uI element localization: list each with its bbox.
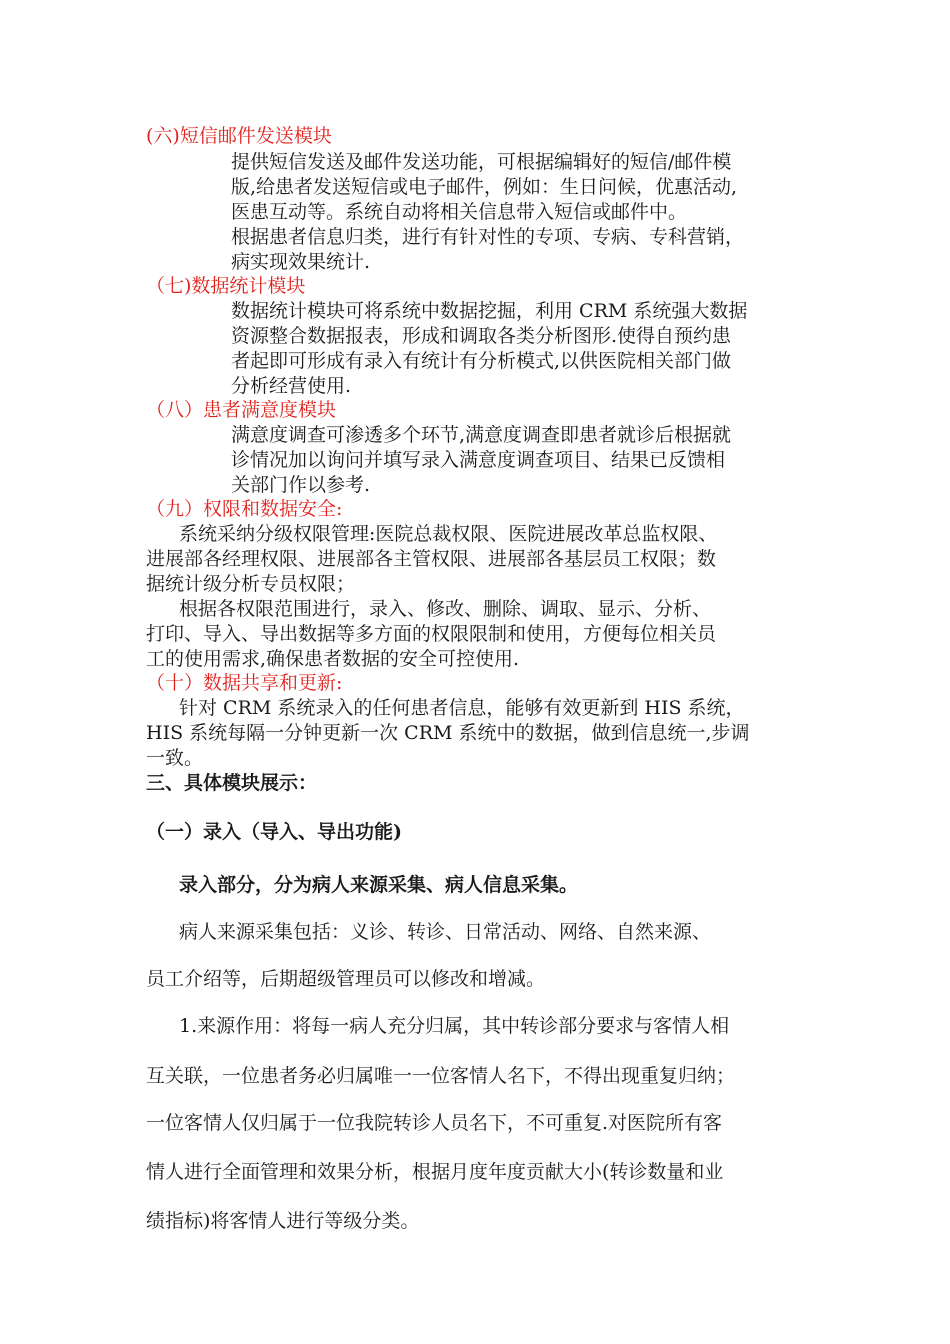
- section-heading-satisfaction: （八）患者满意度模块: [146, 399, 337, 421]
- paragraph-line: 病人来源采集包括：义诊、转诊、日常活动、网络、自然来源、: [179, 921, 712, 943]
- paragraph-line: 数据统计模块可将系统中数据挖掘，利用 CRM 系统强大数据: [231, 300, 748, 322]
- paragraph-line: 绩指标)将客情人进行等级分类。: [146, 1210, 420, 1232]
- section-heading-permissions: （九）权限和数据安全:: [146, 498, 343, 520]
- paragraph-line: 针对 CRM 系统录入的任何患者信息，能够有效更新到 HIS 系统，: [179, 697, 745, 719]
- section-heading-data-sharing: （十）数据共享和更新:: [146, 672, 343, 694]
- paragraph-line: 员工介绍等，后期超级管理员可以修改和增减。: [146, 968, 546, 990]
- paragraph-line: 诊情况加以询问并填写录入满意度调查项目、结果已反馈相: [231, 449, 726, 471]
- paragraph-line: 据统计级分析专员权限；: [146, 573, 356, 595]
- paragraph-line: 一致。: [146, 747, 204, 769]
- paragraph-line: 医患互动等。系统自动将相关信息带入短信或邮件中。: [231, 201, 688, 223]
- paragraph-line: 资源整合数据报表，形成和调取各类分析图形.使得自预约患: [231, 325, 732, 347]
- paragraph-line: 病实现效果统计.: [231, 251, 371, 273]
- paragraph-line: 提供短信发送及邮件发送功能，可根据编辑好的短信/邮件模: [231, 151, 732, 173]
- paragraph-line: 系统采纳分级权限管理:医院总裁权限、医院进展改革总监权限、: [179, 523, 718, 545]
- paragraph-line: HIS 系统每隔一分钟更新一次 CRM 系统中的数据，做到信息统一,步调: [146, 722, 750, 744]
- paragraph-line: 版,给患者发送短信或电子邮件，例如：生日问候，优惠活动,: [231, 176, 738, 198]
- paragraph-line: 1.来源作用：将每一病人充分归属，其中转诊部分要求与客情人相: [179, 1015, 730, 1037]
- paragraph-line: 互关联，一位患者务必归属唯一一位客情人名下，不得出现重复归纳；: [146, 1065, 736, 1087]
- bold-paragraph: 录入部分，分为病人来源采集、病人信息采集。: [179, 874, 579, 896]
- sub-heading: （一）录入（导入、导出功能): [146, 821, 402, 843]
- section-heading-sms-email: (六)短信邮件发送模块: [146, 125, 332, 147]
- paragraph-line: 打印、导入、导出数据等多方面的权限限制和使用，方便每位相关员: [146, 623, 717, 645]
- paragraph-line: 者起即可形成有录入有统计有分析模式,以供医院相关部门做: [231, 350, 732, 372]
- paragraph-line: 情人进行全面管理和效果分析，根据月度年度贡献大小(转诊数量和业: [146, 1161, 724, 1183]
- paragraph-line: 分析经营使用.: [231, 375, 352, 397]
- paragraph-line: 一位客情人仅归属于一位我院转诊人员名下，不可重复.对医院所有客: [146, 1112, 723, 1134]
- paragraph-line: 进展部各经理权限、进展部各主管权限、进展部各基层员工权限；数: [146, 548, 717, 570]
- paragraph-line: 根据患者信息归类，进行有针对性的专项、专病、专科营销，: [231, 226, 745, 248]
- section-heading-statistics: （七)数据统计模块: [146, 275, 306, 297]
- paragraph-line: 满意度调查可渗透多个环节,满意度调查即患者就诊后根据就: [231, 424, 732, 446]
- paragraph-line: 根据各权限范围进行，录入、修改、删除、调取、显示、分析、: [179, 598, 712, 620]
- paragraph-line: 关部门作以参考.: [231, 474, 371, 496]
- paragraph-line: 工的使用需求,确保患者数据的安全可控使用.: [146, 648, 520, 670]
- part-heading: 三、具体模块展示：: [146, 772, 318, 794]
